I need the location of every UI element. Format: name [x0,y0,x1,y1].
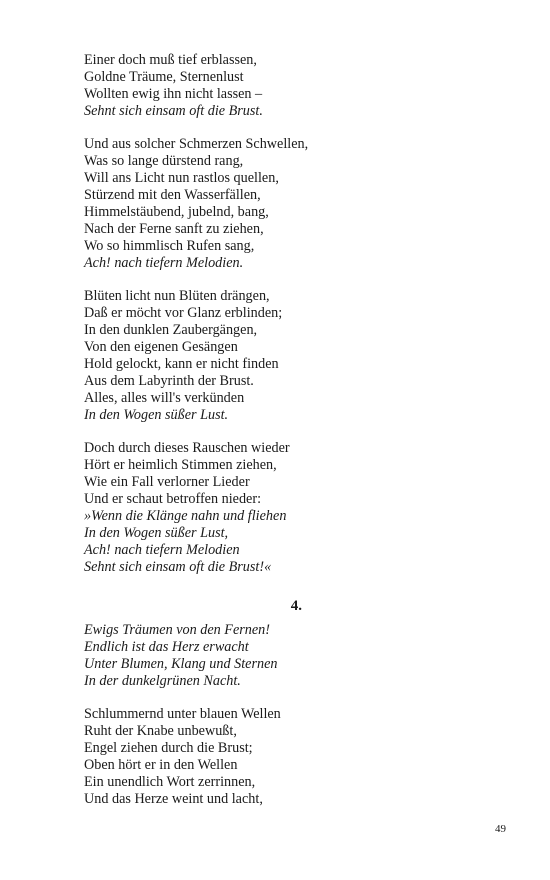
poem-line: Ein unendlich Wort zerrinnen, [84,774,256,791]
poem-line: Alles, alles will's verkünden [84,389,245,406]
section-number: 4. [290,598,302,614]
poem-line: Und das Herze weint und lacht, [84,790,263,807]
poem-line: Wo so himmlisch Rufen sang, [84,237,255,254]
poem-block-top [84,52,504,576]
poem-line: Ewigs Träumen von den Fernen! [84,622,270,638]
poem-line: Sehnt sich einsam oft die Brust. [84,102,263,119]
stanza [84,440,504,575]
poem-line: Was so lange dürstend rang, [84,153,244,170]
stanza-gap [84,120,504,137]
poem-block-bottom [84,622,504,808]
stanza-gap [84,272,504,289]
poem-line: Himmelstäubend, jubelnd, bang, [84,204,269,221]
poem-line: Und er schaut betroffen nieder: [84,491,262,508]
poem-line: In der dunkelgrünen Nacht. [84,672,241,689]
poem-line: Doch durch dieses Rauschen wieder [84,440,290,457]
stanza [84,136,504,271]
poem-line: Einer doch muß tief erblassen, [84,52,257,68]
stanza [84,622,504,690]
poem-line: Endlich ist das Herz erwacht [84,638,249,655]
poem-line: Nach der Ferne sanft zu ziehen, [84,220,264,237]
poem-line: Wie ein Fall verlorner Lieder [84,474,250,491]
poem-line: Wollten ewig ihn nicht lassen – [84,85,263,102]
poem-line: Und aus solcher Schmerzen Schwellen, [84,136,309,153]
poem-line: Schlummernd unter blauen Wellen [84,706,281,723]
poem-line: Ach! nach tiefern Melodien [84,541,240,558]
stanza [84,288,504,423]
stanza-gap [84,690,504,707]
poem-line: Hört er heimlich Stimmen ziehen, [84,457,277,474]
poem-line: Blüten licht nun Blüten drängen, [84,288,270,305]
poem-line: In den dunklen Zaubergängen, [84,322,258,339]
poem-line: Ruht der Knabe unbewußt, [84,723,237,740]
poem-line: Oben hört er in den Wellen [84,757,238,774]
poem-line: Engel ziehen durch die Brust; [84,740,253,757]
stanza-gap [84,424,504,441]
poem-line: In den Wogen süßer Lust. [84,406,229,423]
poem-line: Stürzend mit den Wasserfällen, [84,187,261,204]
poem-line: Will ans Licht nun rastlos quellen, [84,170,279,187]
poem-line: Hold gelockt, kann er nicht finden [84,356,279,373]
stanza [84,706,504,807]
stanza [84,52,504,120]
poem-line: Von den eigenen Gesängen [84,339,238,356]
poem-line: »Wenn die Klänge nahn und fliehen [84,508,287,525]
poem-line: Aus dem Labyrinth der Brust. [84,372,254,389]
page-number: 49 [495,823,506,835]
poem-line: Ach! nach tiefern Melodien. [84,254,244,271]
poem-line: Daß er möcht vor Glanz erblinden; [84,305,283,322]
poem-line: Goldne Träume, Sternenlust [84,68,244,85]
poem-line: In den Wogen süßer Lust, [84,524,229,541]
poem-line: Sehnt sich einsam oft die Brust!« [84,558,272,575]
poem-line: Unter Blumen, Klang und Sternen [84,655,278,672]
